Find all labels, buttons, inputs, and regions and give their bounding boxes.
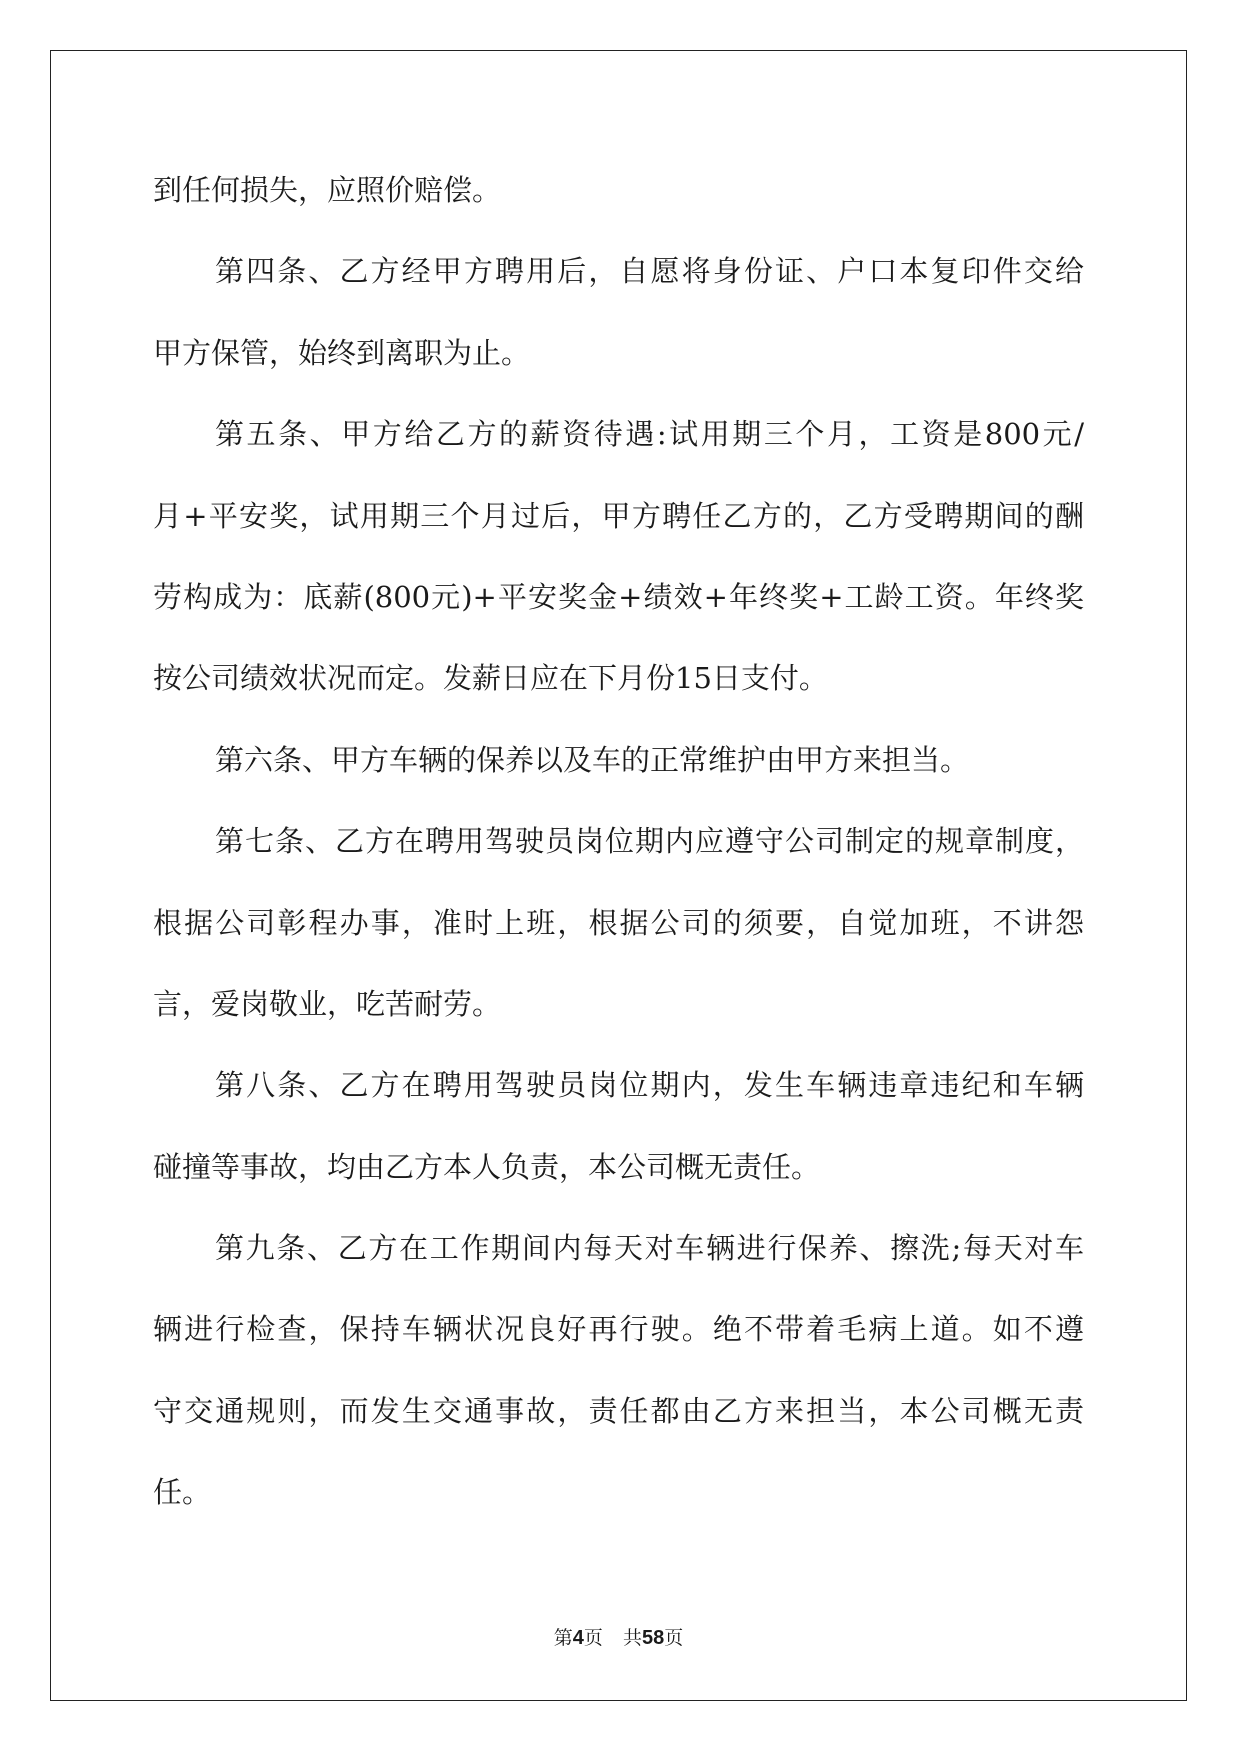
page-suffix: 页	[583, 1627, 603, 1649]
paragraph-continuation	[153, 150, 1084, 231]
text-line: 按公司绩效状况而定。发薪日应在下月份15日支付。	[153, 661, 828, 696]
text-line: 守交通规则，而发生交通事故，责任都由乙方来担当，本公司概无责	[153, 1393, 1084, 1428]
paragraph-article-8	[153, 1045, 1084, 1208]
paragraph-article-6	[153, 720, 1084, 801]
text-line: 碰撞等事故，均由乙方本人负责，本公司概无责任。	[153, 1149, 821, 1184]
total-suffix: 页	[664, 1627, 684, 1649]
paragraph-article-7	[153, 801, 1084, 1045]
text-line: 辆进行检查，保持车辆状况良好再行驶。绝不带着毛病上道。如不遵	[153, 1312, 1084, 1347]
total-prefix: 共	[622, 1627, 642, 1649]
page-number: 4	[572, 1627, 584, 1649]
total-pages: 58	[641, 1627, 665, 1649]
text-line: 第八条、乙方在聘用驾驶员岗位期内，发生车辆违章违纪和车辆	[215, 1068, 1084, 1103]
page-prefix: 第	[553, 1627, 573, 1649]
text-line: 第七条、乙方在聘用驾驶员岗位期内应遵守公司制定的规章制度，	[215, 824, 1084, 859]
paragraph-article-4	[153, 231, 1084, 394]
text-line: 月+平安奖，试用期三个月过后，甲方聘任乙方的，乙方受聘期间的酬	[153, 498, 1084, 533]
text-line: 到任何损失，应照价赔偿。	[153, 173, 502, 207]
text-line: 第六条、甲方车辆的保养以及车的正常维护由甲方来担当。	[215, 742, 970, 777]
paragraph-article-5	[153, 394, 1084, 720]
paragraph-article-9	[153, 1208, 1084, 1534]
text-line: 言，爱岗敬业，吃苦耐劳。	[153, 986, 502, 1021]
text-line: 第九条、乙方在工作期间内每天对车辆进行保养、擦洗;每天对车	[215, 1231, 1084, 1266]
text-line: 第五条、甲方给乙方的薪资待遇:试用期三个月，工资是800元/	[215, 417, 1084, 452]
text-line: 劳构成为：底薪(800元)+平安奖金+绩效+年终奖+工龄工资。年终奖	[153, 579, 1084, 614]
document-body	[153, 150, 1084, 1534]
text-line: 甲方保管，始终到离职为止。	[153, 335, 531, 370]
text-line: 任。	[153, 1475, 212, 1510]
text-line: 根据公司彰程办事，准时上班，根据公司的须要，自觉加班，不讲怨	[153, 905, 1084, 940]
text-line: 第四条、乙方经甲方聘用后，自愿将身份证、户口本复印件交给	[215, 254, 1084, 289]
page-footer	[50, 1624, 1187, 1652]
